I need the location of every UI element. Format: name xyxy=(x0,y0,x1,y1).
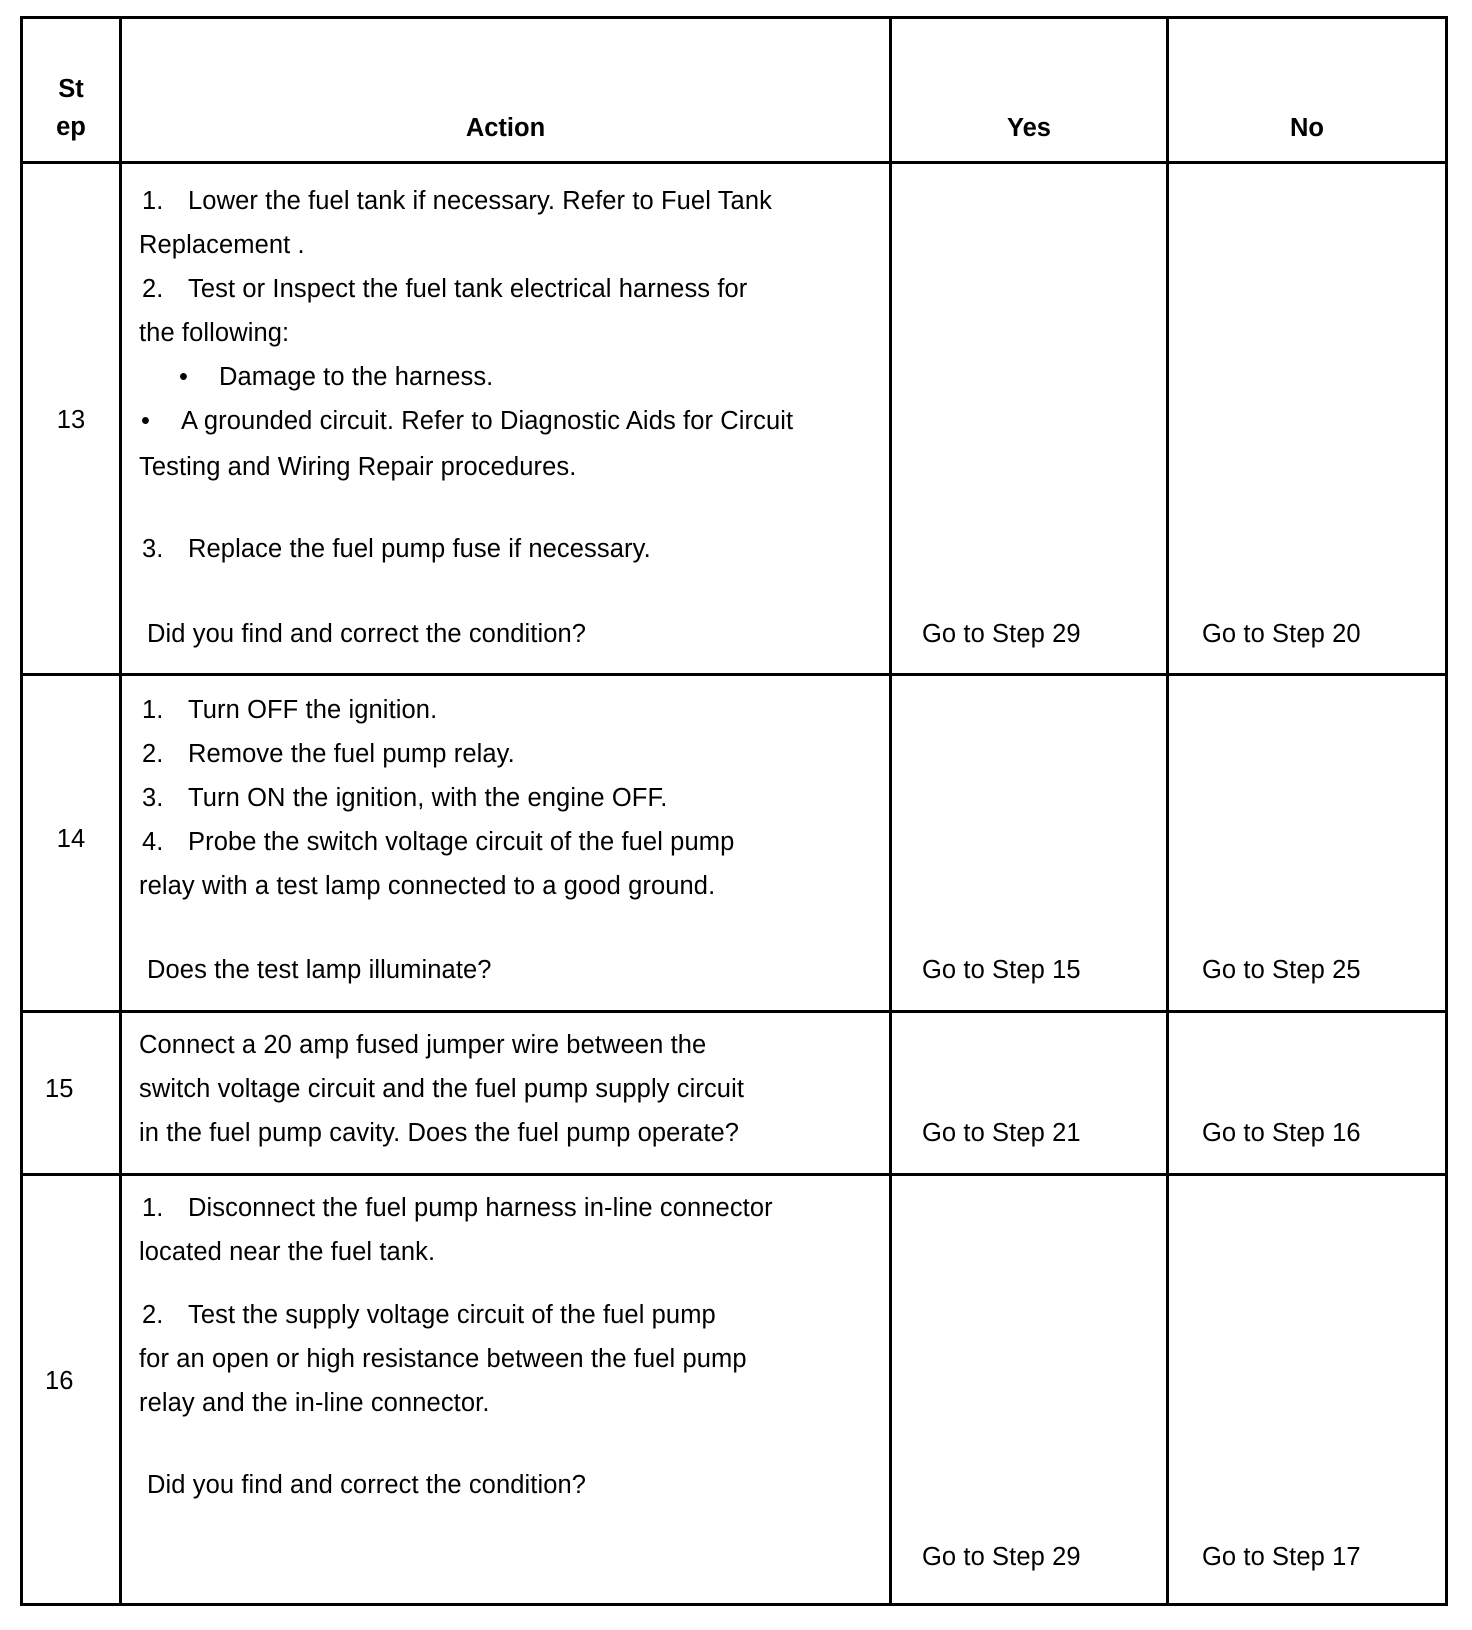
header-yes: Yes xyxy=(1007,114,1051,142)
yes-result-14: Go to Step 15 xyxy=(922,956,1081,984)
list-number: 1. xyxy=(142,696,164,724)
action-text: Turn OFF the ignition. xyxy=(188,696,438,724)
action-line: in the fuel pump cavity. Does the fuel pump operate? xyxy=(139,1119,740,1147)
action-line xyxy=(139,179,772,224)
step-number-13: 13 xyxy=(56,406,86,434)
header-step-line1: St xyxy=(58,75,84,103)
list-number: 4. xyxy=(142,828,164,856)
header-step-line2: ep xyxy=(56,113,86,141)
no-result-14: Go to Step 25 xyxy=(1202,956,1361,984)
row-divider-14 xyxy=(20,1010,1448,1013)
bullet-icon: • xyxy=(179,363,189,391)
row-divider-15 xyxy=(20,1173,1448,1176)
yes-result-13: Go to Step 29 xyxy=(922,620,1081,648)
header-no: No xyxy=(1290,114,1324,142)
action-text: A grounded circuit. Refer to Diagnostic Aids for Circuit xyxy=(181,407,794,435)
action-text: Replace the fuel pump fuse if necessary. xyxy=(188,535,651,563)
table-border-top xyxy=(20,16,1448,19)
row-divider-13 xyxy=(20,673,1448,676)
action-line: located near the fuel tank. xyxy=(139,1238,436,1266)
action-text: Disconnect the fuel pump harness in-line connector xyxy=(188,1194,773,1222)
table-border-left xyxy=(20,16,23,1606)
list-number: 2. xyxy=(142,275,164,303)
action-text: Test or Inspect the fuel tank electrical harness for xyxy=(188,275,748,303)
action-line xyxy=(139,1186,773,1231)
action-text: Damage to the harness. xyxy=(219,363,494,391)
action-line xyxy=(139,1293,716,1338)
action-text: Turn ON the ignition, with the engine OFF. xyxy=(188,784,668,812)
action-question: Did you find and correct the condition? xyxy=(147,1471,587,1499)
action-question: Does the test lamp illuminate? xyxy=(147,956,492,984)
step-number-14: 14 xyxy=(56,825,86,853)
table-border-bottom xyxy=(20,1603,1448,1606)
action-line: Replacement . xyxy=(139,231,305,259)
action-text: Lower the fuel tank if necessary. Refer to Fuel Tank xyxy=(188,187,772,215)
action-line xyxy=(141,399,793,444)
action-line: Testing and Wiring Repair procedures. xyxy=(139,453,577,481)
list-number: 2. xyxy=(142,740,164,768)
action-line: for an open or high resistance between the fuel pump xyxy=(139,1345,747,1373)
no-result-16: Go to Step 17 xyxy=(1202,1543,1361,1571)
no-result-15: Go to Step 16 xyxy=(1202,1119,1361,1147)
list-number: 1. xyxy=(142,1194,164,1222)
list-number: 3. xyxy=(142,535,164,563)
header-divider xyxy=(20,161,1448,164)
action-line xyxy=(139,732,515,777)
action-line: relay and the in-line connector. xyxy=(139,1389,490,1417)
table-border-right xyxy=(1445,16,1448,1606)
action-line xyxy=(139,820,734,865)
list-number: 1. xyxy=(142,187,164,215)
yes-result-15: Go to Step 21 xyxy=(922,1119,1081,1147)
column-divider-step xyxy=(119,16,122,1606)
step-number-15: 15 xyxy=(45,1075,74,1103)
action-line xyxy=(139,267,747,312)
action-line xyxy=(139,527,651,572)
column-divider-action xyxy=(889,16,892,1606)
action-line: Connect a 20 amp fused jumper wire between the xyxy=(139,1031,707,1059)
list-number: 3. xyxy=(142,784,164,812)
diagnostic-table xyxy=(20,16,1448,1606)
action-line xyxy=(139,776,668,821)
bullet-icon: • xyxy=(141,407,151,435)
header-action: Action xyxy=(465,114,546,142)
list-number: 2. xyxy=(142,1301,164,1329)
action-text: Remove the fuel pump relay. xyxy=(188,740,515,768)
action-line: switch voltage circuit and the fuel pump supply circuit xyxy=(139,1075,745,1103)
action-text: Probe the switch voltage circuit of the fuel pump xyxy=(188,828,735,856)
action-line: the following: xyxy=(139,319,290,347)
no-result-13: Go to Step 20 xyxy=(1202,620,1361,648)
header-step xyxy=(20,70,122,146)
action-line: relay with a test lamp connected to a good ground. xyxy=(139,872,716,900)
action-line xyxy=(139,688,437,733)
yes-result-16: Go to Step 29 xyxy=(922,1543,1081,1571)
action-line xyxy=(179,355,493,400)
action-text: Test the supply voltage circuit of the fuel pump xyxy=(188,1301,716,1329)
step-number-16: 16 xyxy=(45,1367,74,1395)
action-question: Did you find and correct the condition? xyxy=(147,620,587,648)
column-divider-yes xyxy=(1166,16,1169,1606)
